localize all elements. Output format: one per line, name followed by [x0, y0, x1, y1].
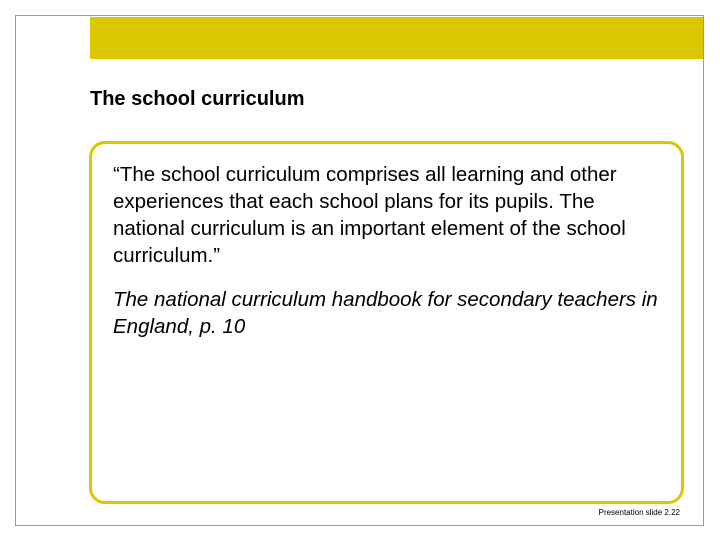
- quote-text: “The school curriculum comprises all learning and other experiences that each school plans for its pupils. The national curriculum is an important element of the school curriculum.”: [113, 163, 626, 267]
- slide-number: Presentation slide 2.22: [598, 508, 680, 517]
- quote-source: The national curriculum handbook for secondary teachers in England, p. 10: [113, 288, 658, 338]
- header-accent-band: [90, 17, 703, 59]
- slide-title: The school curriculum: [90, 88, 305, 110]
